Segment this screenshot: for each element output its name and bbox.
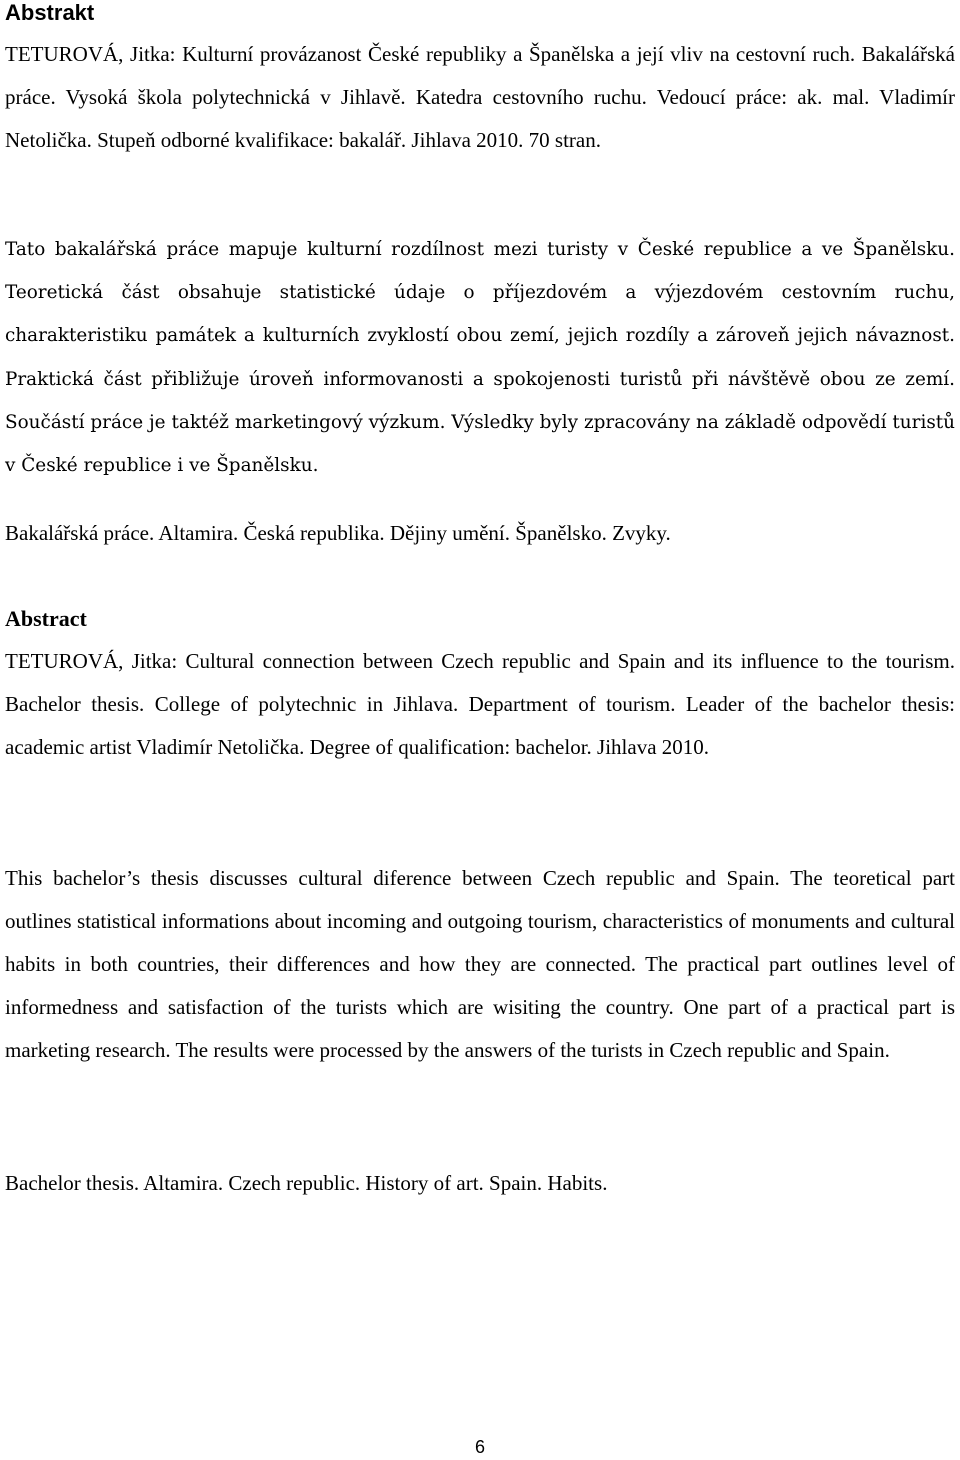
english-abstract-body: This bachelor’s thesis discusses cultural diference between Czech republic and Spain. The teoretical part outlines statistical informations about incoming and outgoing tourism, characteristics of monuments and cultural habits in both countries, their differences and how they are connected. The practical part outlines level of informedness and satisfaction of the turists which are wisiting the country. One part of a practical part is marketing research. The results were processed by the answers of the turists in Czech republic and Spain. [5,866,955,1062]
czech-abstract-body: Tato bakalářská práce mapuje kulturní rozdílnost mezi turisty v České republice a ve Španělsku. Teoretická část obsahuje statistické údaje o příjezdovém a výjezdovém cestovním ruchu, charakteristiku památek a kulturních zvyklostí obou zemí, jejich rozdíly a zároveň jejich návaznost. Praktická část přibližuje úroveň informovanosti a spokojenosti turistů při návštěvě obou ze zemí. Součástí práce je taktéž marketingový výzkum. Výsledky byly zpracovány na základě odpovědí turistů v České republice i ve Španělsku. [5,239,955,477]
english-abstract-heading: Abstract [5,606,87,631]
page-number: 6 [474,1437,485,1457]
english-citation: TETUROVÁ, Jitka: Cultural connection between Czech republic and Spain and its influence to the tourism. Bachelor thesis. College of polytechnic in Jihlava. Department of tourism. Leader of the bachelor thesis: academic artist Vladimír Netolička. Degree of qualification: bachelor. Jihlava 2010. [5,649,955,759]
czech-abstract-heading: Abstrakt [5,0,95,25]
czech-citation: TETUROVÁ, Jitka: Kulturní provázanost České republiky a Španělska a její vliv na cestovní ruch. Bakalářská práce. Vysoká škola polytechnická v Jihlavě. Katedra cestovního ruchu. Vedoucí práce: ak. mal. Vladimír Netolička. Stupeň odborné kvalifikace: bakalář. Jihlava 2010. 70 stran. [5,42,955,152]
czech-keywords: Bakalářská práce. Altamira. Česká republika. Dějiny umění. Španělsko. Zvyky. [5,521,671,545]
english-keywords: Bachelor thesis. Altamira. Czech republic. History of art. Spain. Habits. [5,1171,608,1195]
